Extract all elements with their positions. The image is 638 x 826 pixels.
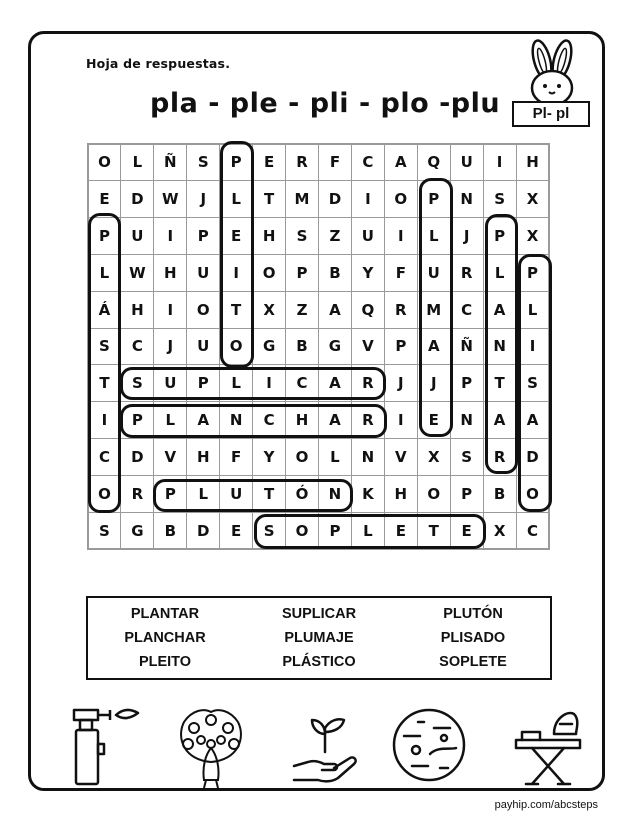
grid-cell[interactable]: O [88, 144, 122, 182]
grid-cell[interactable]: U [153, 364, 187, 402]
grid-cell[interactable]: N [318, 475, 352, 513]
grid-cell[interactable]: R [351, 401, 385, 439]
grid-cell[interactable]: S [88, 328, 122, 366]
grid-cell[interactable]: A [417, 328, 451, 366]
grid-cell[interactable]: C [351, 144, 385, 182]
blowtorch-icon [68, 706, 144, 790]
grid-cell[interactable]: B [483, 475, 517, 513]
grid-cell[interactable]: J [417, 364, 451, 402]
grid-cell[interactable]: P [186, 364, 220, 402]
grid-cell[interactable]: X [516, 180, 550, 218]
grid-cell[interactable]: L [186, 475, 220, 513]
grid-cell[interactable]: D [186, 512, 220, 550]
grid-cell[interactable]: L [120, 144, 154, 182]
grid-cell[interactable]: L [219, 180, 253, 218]
grid-cell[interactable]: N [450, 180, 484, 218]
grid-cell[interactable]: S [516, 364, 550, 402]
grid-cell[interactable]: X [417, 438, 451, 476]
grid-cell[interactable]: G [252, 328, 286, 366]
grid-cell[interactable]: X [252, 291, 286, 329]
grid-cell[interactable]: S [120, 364, 154, 402]
grid-cell[interactable]: V [153, 438, 187, 476]
grid-cell[interactable]: G [120, 512, 154, 550]
grid-cell[interactable]: U [219, 475, 253, 513]
grid-cell[interactable]: C [120, 328, 154, 366]
grid-cell[interactable]: O [285, 512, 319, 550]
grid-cell[interactable]: V [384, 438, 418, 476]
grid-cell[interactable]: Z [318, 217, 352, 255]
grid-cell[interactable]: N [219, 401, 253, 439]
grid-cell[interactable]: X [483, 512, 517, 550]
grid-cell[interactable]: O [384, 180, 418, 218]
peacock-icon [174, 704, 248, 790]
word-bank-item: PLUMAJE [284, 630, 354, 646]
grid-cell[interactable]: Z [285, 291, 319, 329]
grid-cell[interactable]: L [88, 254, 122, 292]
grid-cell[interactable]: L [219, 364, 253, 402]
grid-cell[interactable]: E [219, 512, 253, 550]
grid-cell[interactable]: N [450, 401, 484, 439]
grid-cell[interactable]: H [285, 401, 319, 439]
page-title: pla - ple - pli - plo -plu [150, 88, 501, 119]
grid-cell[interactable]: T [483, 364, 517, 402]
grid-cell[interactable]: R [384, 291, 418, 329]
grid-cell[interactable]: G [318, 328, 352, 366]
grid-cell[interactable]: E [450, 512, 484, 550]
grid-cell[interactable]: L [318, 438, 352, 476]
grid-cell[interactable]: P [417, 180, 451, 218]
grid-cell[interactable]: O [186, 291, 220, 329]
grid-cell[interactable]: P [450, 364, 484, 402]
grid-cell[interactable]: P [120, 401, 154, 439]
grid-cell[interactable]: O [417, 475, 451, 513]
grid-cell[interactable]: R [450, 254, 484, 292]
grid-cell[interactable]: T [252, 475, 286, 513]
grid-cell[interactable]: P [285, 254, 319, 292]
grid-cell[interactable]: E [219, 217, 253, 255]
grid-cell[interactable]: A [318, 364, 352, 402]
grid-cell[interactable]: Ñ [450, 328, 484, 366]
grid-cell[interactable]: R [351, 364, 385, 402]
grid-cell[interactable]: U [186, 254, 220, 292]
pluto-planet-icon [390, 706, 468, 784]
grid-cell[interactable]: K [351, 475, 385, 513]
grid-cell[interactable]: X [516, 217, 550, 255]
grid-cell[interactable]: S [252, 512, 286, 550]
grid-cell[interactable]: Á [88, 291, 122, 329]
grid-cell[interactable]: Ñ [153, 144, 187, 182]
grid-cell[interactable]: D [120, 180, 154, 218]
word-bank-item: PLEITO [138, 654, 192, 670]
grid-cell[interactable]: A [318, 401, 352, 439]
grid-cell[interactable]: R [483, 438, 517, 476]
grid-cell[interactable]: D [516, 438, 550, 476]
grid-cell[interactable]: F [318, 144, 352, 182]
grid-cell[interactable]: T [88, 364, 122, 402]
grid-cell[interactable]: I [384, 401, 418, 439]
grid-cell[interactable]: Y [351, 254, 385, 292]
grid-cell[interactable]: E [88, 180, 122, 218]
grid-cell[interactable]: I [483, 144, 517, 182]
grid-cell[interactable]: J [450, 217, 484, 255]
word-bank-item: PLANCHAR [124, 630, 206, 646]
grid-cell[interactable]: D [120, 438, 154, 476]
grid-cell[interactable]: A [384, 144, 418, 182]
grid-cell[interactable]: E [252, 144, 286, 182]
grid-cell[interactable]: O [88, 475, 122, 513]
grid-cell[interactable]: S [285, 217, 319, 255]
word-bank-item: SUPLICAR [281, 606, 357, 622]
grid-cell[interactable]: H [153, 254, 187, 292]
grid-cell[interactable]: M [285, 180, 319, 218]
grid-cell[interactable]: H [516, 144, 550, 182]
grid-cell[interactable]: H [384, 475, 418, 513]
word-bank-item: SOPLETE [439, 654, 507, 670]
word-bank-item: PLISADO [440, 630, 506, 646]
grid-cell[interactable]: P [219, 144, 253, 182]
grid-cell[interactable]: U [351, 217, 385, 255]
grid-cell[interactable]: I [516, 328, 550, 366]
grid-cell[interactable]: P [384, 328, 418, 366]
grid-cell[interactable]: U [450, 144, 484, 182]
grid-cell[interactable]: Q [417, 144, 451, 182]
grid-cell[interactable]: I [153, 291, 187, 329]
plant-in-hand-icon [288, 708, 362, 788]
word-bank-item: PLÁSTICO [282, 654, 356, 670]
grid-cell[interactable]: I [351, 180, 385, 218]
grid-cell[interactable]: T [252, 180, 286, 218]
grid-cell[interactable]: C [516, 512, 550, 550]
grid-cell[interactable]: N [483, 328, 517, 366]
grid-cell[interactable]: E [417, 401, 451, 439]
grid-cell[interactable]: F [219, 438, 253, 476]
grid-cell[interactable]: P [153, 475, 187, 513]
icon-row [0, 700, 638, 790]
grid-cell[interactable]: W [120, 254, 154, 292]
grid-cell[interactable]: P [186, 217, 220, 255]
iron-board-icon [510, 706, 586, 786]
grid-cell[interactable]: A [483, 401, 517, 439]
grid-cell[interactable]: M [417, 291, 451, 329]
grid-cell[interactable]: H [252, 217, 286, 255]
grid-cell[interactable]: T [417, 512, 451, 550]
grid-cell[interactable]: S [483, 180, 517, 218]
grid-cell[interactable]: U [186, 328, 220, 366]
grid-cell[interactable]: A [483, 291, 517, 329]
footer-url[interactable]: payhip.com/abcsteps [494, 799, 598, 811]
grid-cell[interactable]: E [384, 512, 418, 550]
word-bank-item: PLANTAR [130, 606, 200, 622]
grid-cell[interactable]: I [153, 217, 187, 255]
grid-cell[interactable]: W [153, 180, 187, 218]
grid-cell[interactable]: D [318, 180, 352, 218]
grid-cell[interactable]: B [285, 328, 319, 366]
grid-cell[interactable]: A [186, 401, 220, 439]
grid-cell[interactable]: Q [351, 291, 385, 329]
grid-cell[interactable]: O [219, 328, 253, 366]
grid-cell[interactable]: C [88, 438, 122, 476]
grid-cell[interactable]: P [516, 254, 550, 292]
grid-cell[interactable]: F [384, 254, 418, 292]
grid-cell[interactable]: J [384, 364, 418, 402]
grid-cell[interactable]: L [483, 254, 517, 292]
word-bank [86, 596, 552, 680]
grid-cell[interactable]: U [417, 254, 451, 292]
grid-cell[interactable]: P [450, 475, 484, 513]
grid-cell[interactable]: I [219, 254, 253, 292]
grid-cell[interactable]: A [516, 401, 550, 439]
grid-cell[interactable]: T [219, 291, 253, 329]
grid-cell[interactable]: A [318, 291, 352, 329]
grid-cell[interactable]: L [351, 512, 385, 550]
grid-cell[interactable]: Ó [285, 475, 319, 513]
grid-cell[interactable]: P [318, 512, 352, 550]
grid-cell[interactable]: J [186, 180, 220, 218]
grid-cell[interactable]: O [516, 475, 550, 513]
grid-cell[interactable]: P [483, 217, 517, 255]
grid-cell[interactable]: R [120, 475, 154, 513]
grid-cell[interactable]: C [285, 364, 319, 402]
grid-cell[interactable]: U [120, 217, 154, 255]
word-bank-item: PLUTÓN [443, 606, 503, 622]
grid-cell[interactable]: V [351, 328, 385, 366]
grid-cell[interactable]: R [285, 144, 319, 182]
grid-cell[interactable]: C [252, 401, 286, 439]
word-search-grid [87, 143, 550, 550]
grid-cell[interactable]: I [88, 401, 122, 439]
syllable-badge: Pl- pl [512, 101, 590, 127]
grid-cell[interactable]: Y [252, 438, 286, 476]
grid-cell[interactable]: S [88, 512, 122, 550]
grid-cell[interactable]: S [450, 438, 484, 476]
grid-cell[interactable]: H [120, 291, 154, 329]
grid-cell[interactable]: I [252, 364, 286, 402]
grid-cell[interactable]: L [153, 401, 187, 439]
grid-cell[interactable]: C [450, 291, 484, 329]
grid-cell[interactable]: P [88, 217, 122, 255]
grid-cell[interactable]: L [516, 291, 550, 329]
grid-cell[interactable]: B [318, 254, 352, 292]
grid-cell[interactable]: O [252, 254, 286, 292]
grid-cell[interactable]: N [351, 438, 385, 476]
grid-cell[interactable]: H [186, 438, 220, 476]
grid-cell[interactable]: I [384, 217, 418, 255]
grid-cell[interactable]: J [153, 328, 187, 366]
grid-cell[interactable]: L [417, 217, 451, 255]
grid-cell[interactable]: S [186, 144, 220, 182]
grid-cell[interactable]: O [285, 438, 319, 476]
answer-sheet-label: Hoja de respuestas. [86, 56, 231, 71]
grid-cell[interactable]: B [153, 512, 187, 550]
